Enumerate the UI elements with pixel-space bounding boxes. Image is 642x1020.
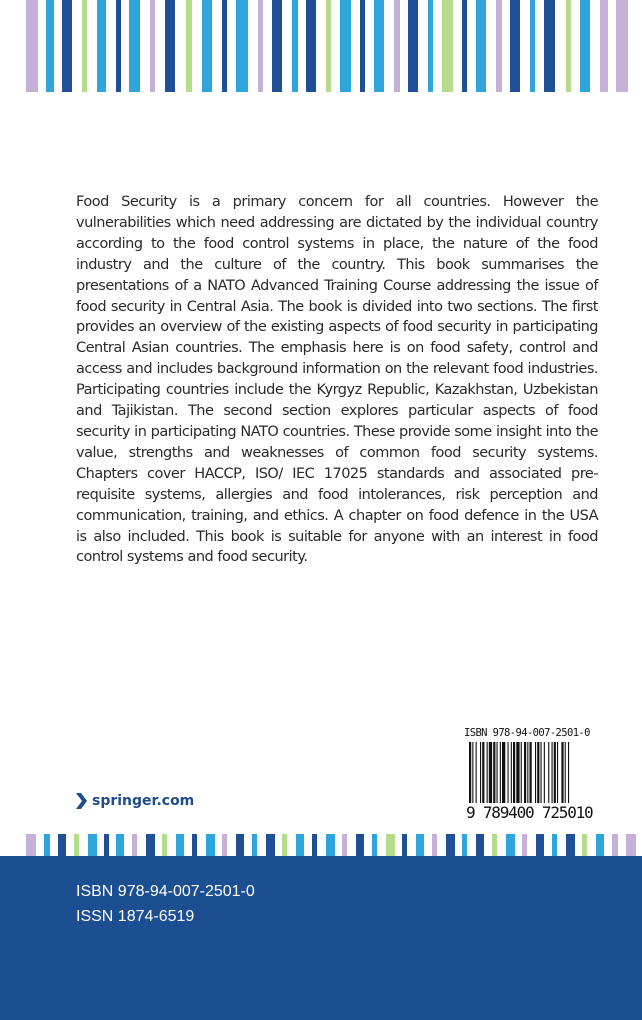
- bottom-stripe: [626, 834, 636, 856]
- top-stripe: [202, 0, 212, 92]
- bottom-stripe: [416, 834, 424, 856]
- bottom-stripe: [58, 834, 66, 856]
- bottom-stripe: [566, 834, 575, 856]
- bottom-stripe-band: [0, 834, 642, 856]
- bottom-stripe: [492, 834, 497, 856]
- bottom-stripe: [582, 834, 587, 856]
- top-stripe: [580, 0, 590, 92]
- top-stripe: [258, 0, 263, 92]
- bottom-stripe: [342, 834, 347, 856]
- bottom-stripe: [506, 834, 515, 856]
- bottom-stripe: [44, 834, 50, 856]
- bottom-stripe: [282, 834, 287, 856]
- bottom-stripe: [116, 834, 124, 856]
- footer-issn: ISSN 1874-6519: [76, 908, 195, 925]
- barcode-digits: 9 789400 725010: [464, 803, 606, 822]
- top-stripe: [566, 0, 571, 92]
- bottom-stripe: [522, 834, 527, 856]
- top-stripe: [462, 0, 467, 92]
- top-stripe: [306, 0, 316, 92]
- top-stripe: [496, 0, 502, 92]
- top-stripe: [82, 0, 87, 92]
- top-stripe: [394, 0, 400, 92]
- top-stripe: [476, 0, 486, 92]
- top-stripe: [600, 0, 608, 92]
- bottom-stripe: [326, 834, 335, 856]
- top-stripe: [165, 0, 175, 92]
- top-stripe: [510, 0, 520, 92]
- top-stripe: [236, 0, 248, 92]
- bottom-stripe: [612, 834, 618, 856]
- bottom-stripe: [176, 834, 184, 856]
- bottom-stripe: [74, 834, 79, 856]
- top-stripe: [292, 0, 298, 92]
- top-stripe: [360, 0, 365, 92]
- top-stripe: [116, 0, 121, 92]
- bottom-stripe: [296, 834, 304, 856]
- bottom-stripe: [146, 834, 155, 856]
- top-stripe: [530, 0, 535, 92]
- bottom-stripe: [536, 834, 544, 856]
- bottom-stripe: [206, 834, 215, 856]
- top-stripe: [544, 0, 555, 92]
- bottom-stripe: [462, 834, 467, 856]
- top-stripe: [326, 0, 331, 92]
- bottom-stripe: [88, 834, 97, 856]
- top-stripe: [272, 0, 282, 92]
- top-stripe: [374, 0, 384, 92]
- bottom-stripe: [132, 834, 137, 856]
- chevron-right-icon: [74, 792, 88, 810]
- top-stripe: [616, 0, 628, 92]
- bottom-stripe: [26, 834, 36, 856]
- bottom-stripe: [266, 834, 275, 856]
- bottom-stripe: [236, 834, 244, 856]
- publisher-website: springer.com: [92, 793, 195, 809]
- bottom-stripe: [104, 834, 109, 856]
- barcode-isbn-label: ISBN 978-94-007-2501-0: [464, 727, 590, 739]
- bottom-stripe: [552, 834, 557, 856]
- top-stripe: [222, 0, 227, 92]
- top-stripe: [428, 0, 433, 92]
- bottom-stripe: [222, 834, 227, 856]
- top-stripe: [442, 0, 453, 92]
- top-stripe-band: [0, 0, 642, 92]
- bottom-stripe: [162, 834, 167, 856]
- bottom-stripe: [372, 834, 377, 856]
- top-stripe: [150, 0, 155, 92]
- top-stripe: [186, 0, 192, 92]
- top-stripe: [129, 0, 140, 92]
- footer-band: [0, 856, 642, 1020]
- publisher-link[interactable]: [74, 792, 194, 810]
- back-cover-blurb: Food Security is a primary concern for all countries. However the vulnerabilities which need addressing are dictated by the individual country according to the food control systems in place, the nature of the food industry and the culture of the country. This book summarises the presentations of a NATO Advanced Training Course addressing the issue of food security in Central Asia. The book is divided into two sections. The first provides an overview of the existing aspects of food security in participating Central Asian countries. The emphasis here is on food safety, control and access and includes background information on the relevant food industries. Participating countries include the Kyrgyz Republic, Kazakhstan, Uzbekistan and Tajikistan. The second section explores particular aspects of food security in participating NATO countries. These provide some insight into the value, strengths and weaknesses of common food security systems. Chapters cover HACCP, ISO/ IEC 17025 standards and associated pre-requisite systems, allergies and food intolerances, risk perception and communication, training, and ethics. A chapter on food defence in the USA is also included. This book is suitable for anyone with an interest in food control systems and food security.: [76, 194, 598, 566]
- bottom-stripe: [402, 834, 407, 856]
- top-stripe: [26, 0, 38, 92]
- bottom-stripe: [386, 834, 395, 856]
- top-stripe: [408, 0, 418, 92]
- bottom-stripe: [192, 834, 197, 856]
- top-stripe: [97, 0, 106, 92]
- top-stripe: [46, 0, 54, 92]
- top-stripe: [62, 0, 72, 92]
- bottom-stripe: [476, 834, 484, 856]
- footer-isbn: ISBN 978-94-007-2501-0: [76, 883, 255, 900]
- bottom-stripe: [356, 834, 364, 856]
- bottom-stripe: [252, 834, 257, 856]
- bottom-stripe: [446, 834, 455, 856]
- top-stripe: [340, 0, 351, 92]
- bottom-stripe: [596, 834, 604, 856]
- bottom-stripe: [312, 834, 317, 856]
- bottom-stripe: [432, 834, 437, 856]
